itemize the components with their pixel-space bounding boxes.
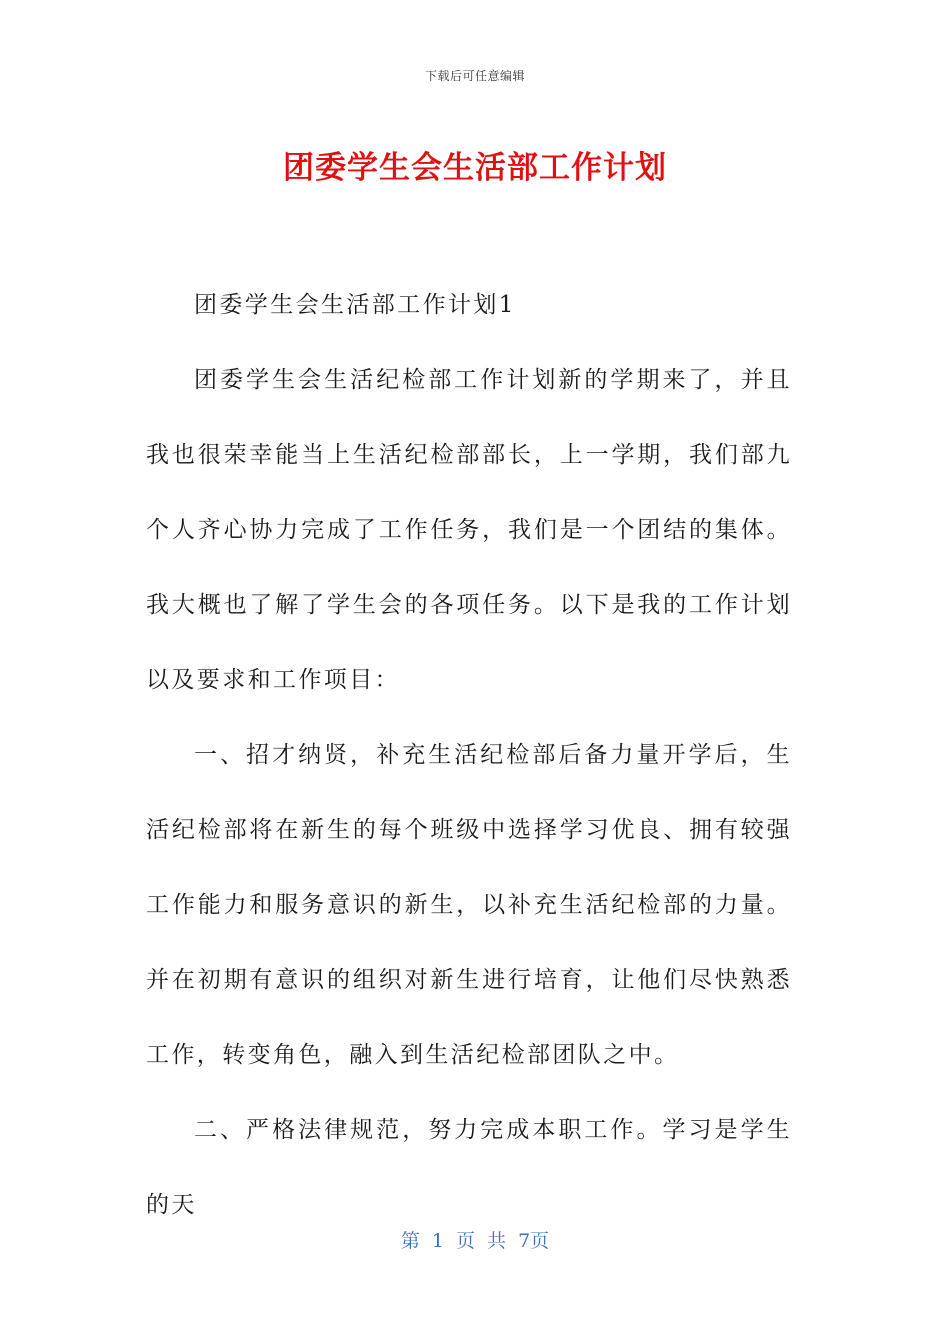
paragraph-intro: 团委学生会生活纪检部工作计划新的学期来了，并且我也很荣幸能当上生活纪检部部长，上一学期，我们部九个人齐心协力完成了工作任务，我们是一个团结的集体。我大概也了解了学生会的各项任务。以下是我的工作计划以及要求和工作项目： [146, 367, 792, 693]
paragraph-item-1: 一、招才纳贤，补充生活纪检部后备力量开学后，生活纪检部将在新生的每个班级中选择学习优良、拥有较强工作能力和服务意识的新生，以补充生活纪检部的力量。并在初期有意识的组织对新生进行培育，让他们尽快熟悉工作，转变角色，融入到生活纪检部团队之中。 [146, 742, 792, 1068]
header-note: 下载后可任意编辑 [424, 69, 525, 83]
document-body [146, 268, 792, 1243]
paragraph-item-2: 二、严格法律规范，努力完成本职工作。学习是学生的天 [146, 1117, 792, 1218]
section-heading: 团委学生会生活部工作计划1 [194, 292, 516, 318]
document-title: 团委学生会生活部工作计划 [283, 150, 667, 186]
page-number-footer: 第 1 页 共 7页 [400, 1230, 550, 1252]
